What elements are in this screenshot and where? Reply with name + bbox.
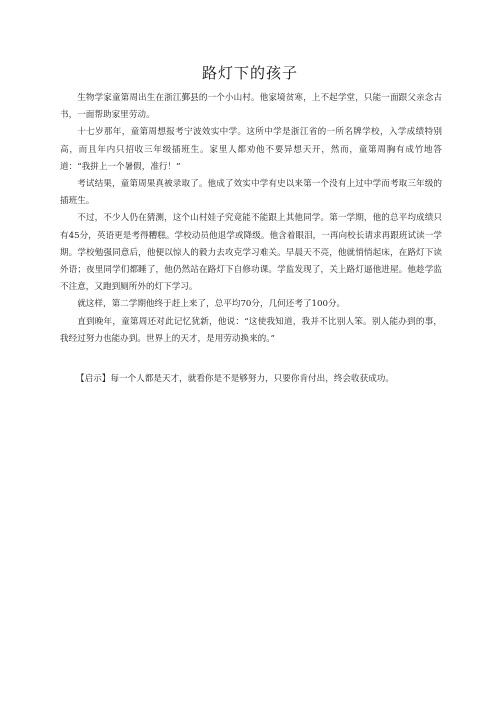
document-title: 路灯下的孩子 — [201, 64, 298, 82]
paragraph: 考试结果，童第周果真被录取了。他成了效实中学有史以来第一个没有上过中学而考取三年级的插班生。 — [60, 179, 442, 207]
paragraph: 十七岁那年，童第周想报考宁波效实中学。这所中学是浙江省的一所名牌学校，入学成绩特别高，而且年内只招收三年级插班生。家里人都劝他不要异想天开，然而，童第周胸有成竹地答道：“我拼上一个暑假，准行！” — [60, 127, 442, 172]
document-body — [60, 90, 442, 348]
paragraph: 不过，不少人仍在猜测，这个山村娃子究竟能不能跟上其他同学。第一学期，他的总平均成绩只有45分，英语更是考得糟糕。学校动员他退学或降级。他含着眼泪，一再向校长请求再跟班试读一学期。学校勉强同意后，他便以惊人的毅力去攻克学习难关。早晨天不亮，他就悄悄起床，在路灯下读外语；夜里同学们都睡了，他仍然站在路灯下自修功课。学监发现了，关上路灯逼他进屋。他趁学监不注意，又跑到厕所外的灯下学习。 — [60, 213, 442, 293]
paragraph: 就这样，第二学期他终于赶上来了，总平均70分，几何还考了100分。 — [77, 299, 346, 310]
inspiration-note: 【启示】每一个人都是天才，就看你是不是够努力，只要你肯付出，终会收获成功。 — [76, 374, 394, 384]
paragraph: 直到晚年，童第周还对此记忆犹新，他说：“这使我知道，我并不比别人笨。别人能办到的事，我经过努力也能办到。世界上的天才，是用劳动换来的。” — [60, 316, 442, 344]
paragraph: 生物学家童第周出生在浙江鄞县的一个小山村。他家境贫寒，上不起学堂，只能一面跟父亲念古书，一面帮助家里劳动。 — [60, 93, 442, 121]
